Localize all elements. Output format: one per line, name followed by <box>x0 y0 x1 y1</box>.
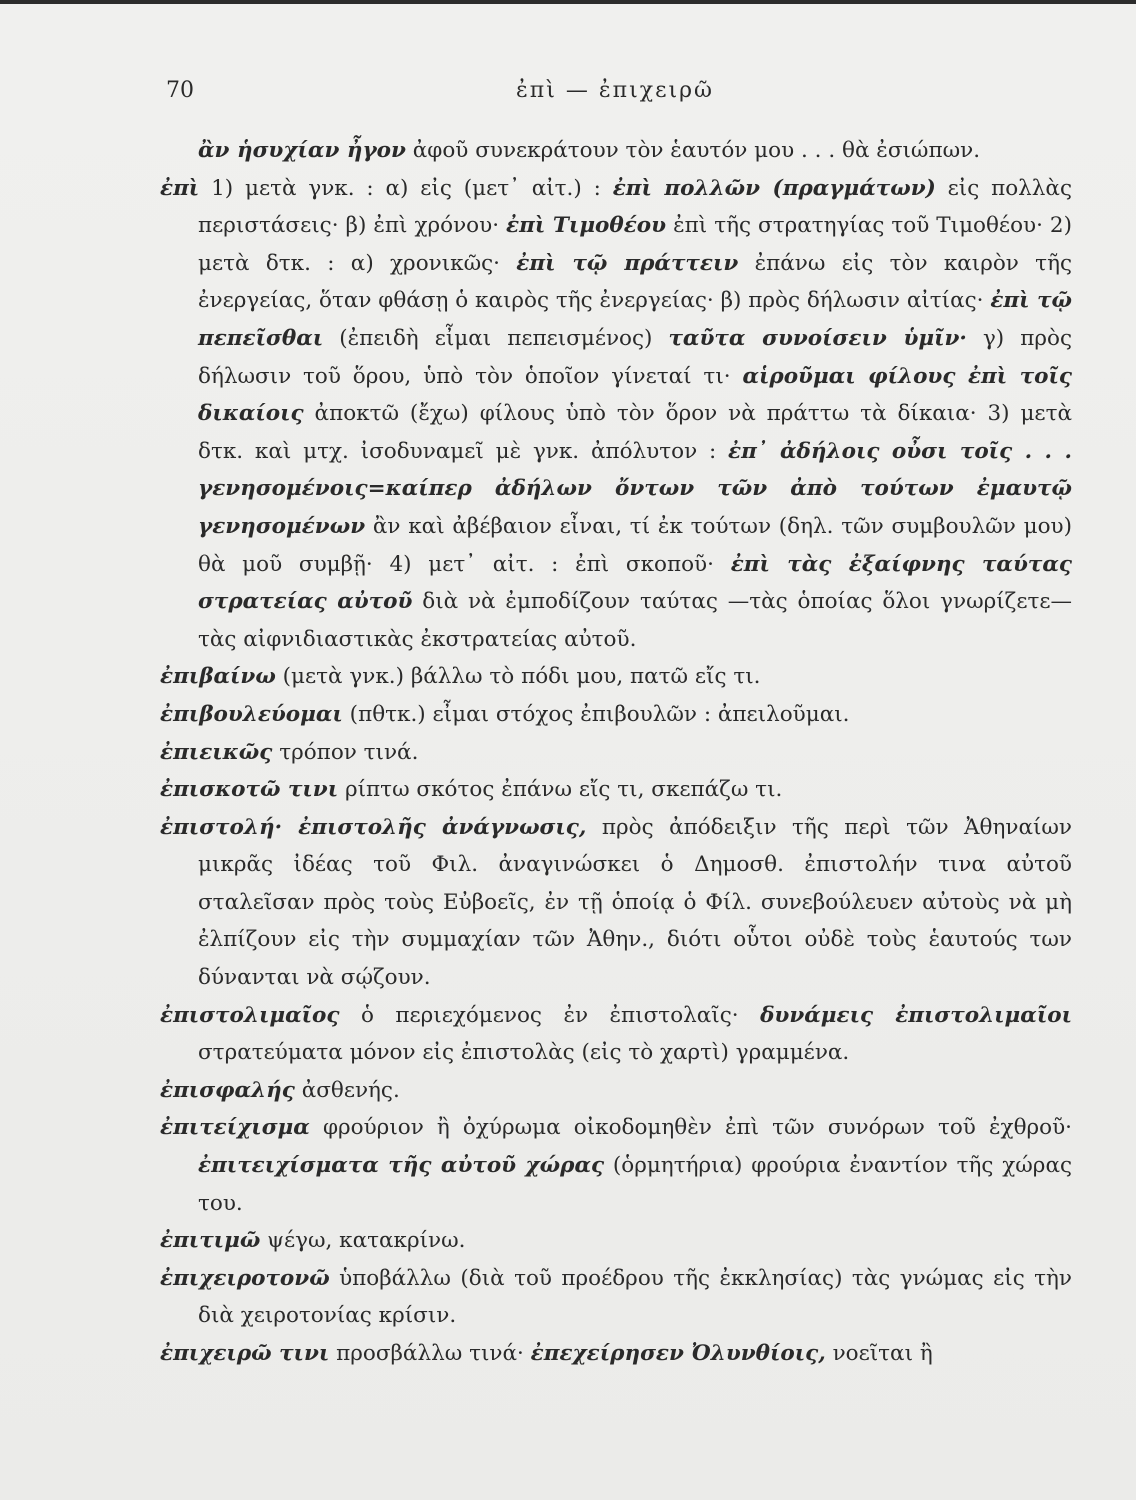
headword: ἐπιστολή· ἐπιστολῆς ἀνάγνωσις, <box>160 814 587 840</box>
definition-text: ἐπὶ τῆς στρατηγίας τοῦ Τιμοθέου· 2) μετὰ δτκ. : α) χρονικῶς· <box>198 213 1073 276</box>
headword: ἂν ἡσυχίαν ἦγον <box>198 138 406 163</box>
headword: ἐπιχειροτονῶ <box>160 1265 330 1291</box>
headword: ἐπιεικῶς <box>160 739 273 765</box>
glossary-entry <box>160 1109 1072 1222</box>
headword: ἐπισφαλής <box>160 1077 295 1103</box>
headword: ἐπιτειχίσματα τῆς αὐτοῦ χώρας <box>198 1153 605 1179</box>
glossary-entry <box>160 1072 1072 1110</box>
glossary-entry <box>160 132 1072 170</box>
definition-text: ὁ περιεχόμενος ἐν ἐπιστολαῖς· <box>339 1002 761 1028</box>
definition-text: (ἐπειδὴ εἶμαι πεπεισμένος) <box>323 325 669 351</box>
headword: ἐπιστολιμαῖος <box>160 1002 340 1028</box>
glossary-entry <box>160 997 1072 1072</box>
glossary-entry <box>160 1335 1072 1373</box>
headword: ἐπὶ τῷ πεπεῖσθαι <box>198 288 1073 351</box>
headword: ἐπεχείρησεν Ὀλυνθίοις, <box>530 1341 826 1366</box>
definition-text: ρίπτω σκότος ἐπάνω εἴς τι, σκεπάζω τι. <box>338 777 783 803</box>
headword: ταῦτα συνοίσειν ὑμῖν· <box>668 325 967 351</box>
definition-text: διὰ νὰ ἐμποδίζουν ταύτας —τὰς ὁποίας ὅλοι γνωρίζετε—τὰς αἰφνιδιαστικὰς ἐκστρατείας αὐτοῦ. <box>198 589 1072 652</box>
definition-text: πρὸς ἀπόδειξιν τῆς περὶ τῶν Ἀθηναίων μικρᾶς ἰδέας τοῦ Φιλ. ἀναγινώσκει ὁ Δημοσθ. ἐπιστολήν τινα αὐτοῦ σταλεῖσαν πρὸς τοὺς Εὐβοεῖς, ἐν τῇ ὁποίᾳ ὁ Φίλ. συνεβούλευεν αὐτοὺς νὰ μὴ ἐλπίζουν εἰς τὴν συμμαχίαν τῶν Ἀθην., διότι οὗτοι οὐδὲ τοὺς ἑαυτούς των δύνανται νὰ σῴζουν. <box>198 814 1072 991</box>
page-header <box>160 78 1070 108</box>
definition-text: τρόπον τινά. <box>272 739 419 765</box>
glossary-entry <box>160 1260 1072 1335</box>
headword: ἐπιτείχισμα <box>160 1115 310 1141</box>
glossary-entry <box>160 809 1072 997</box>
definition-text: ἀσθενής. <box>294 1077 400 1103</box>
headword: ἐπισκοτῶ τινι <box>160 777 339 803</box>
definition-text: γ) πρὸς δήλωσιν τοῦ ὅρου, ὑπὸ τὸν ὁποῖον γίνεταί τι· <box>198 325 1072 389</box>
definition-text: ἀφοῦ συνεκράτουν τὸν ἑαυτόν μου . . . θὰ ἐσιώπων. <box>405 138 981 163</box>
headword: ἐπὶ τὰς ἐξαίφνης ταύτας στρατείας αὐτοῦ <box>198 551 1072 615</box>
definition-text: στρατεύματα μόνον εἰς ἐπιστολὰς (εἰς τὸ χαρτὶ) γραμμένα. <box>198 1040 850 1066</box>
headword: ἐπὶ <box>160 175 200 201</box>
definition-text: νοεῖται ἢ <box>825 1341 933 1366</box>
page-number: 70 <box>166 78 194 103</box>
headword: ἐπ᾿ ἀδήλοις οὖσι τοῖς . . . γενησομένοις=καίπερ ἀδήλων ὄντων τῶν ἀπὸ τούτων ἐμαυτῷ γενησομένων <box>198 438 1072 539</box>
definition-text: ψέγω, κατακρίνω. <box>260 1228 466 1254</box>
glossary-entry <box>160 658 1072 696</box>
glossary-entry <box>160 771 1072 809</box>
glossary-entry <box>160 1222 1072 1260</box>
headword: ἐπὶ Τιμοθέου <box>506 213 667 239</box>
glossary-entry <box>160 696 1072 734</box>
definition-text: 1) μετὰ γνκ. : α) εἰς (μετ᾿ αἰτ.) : <box>199 175 613 201</box>
headword: ἐπιχειρῶ τινι <box>160 1341 330 1366</box>
headword: ἐπιτιμῶ <box>160 1228 261 1254</box>
headword: αἱροῦμαι φίλους ἐπὶ τοῖς δικαίοις <box>198 363 1072 427</box>
definition-text: ἂν καὶ ἀβέβαιον εἶναι, τί ἐκ τούτων (δηλ. τῶν συμβουλῶν μου) θὰ μοῦ συμβῇ· 4) μετ᾿ αἰτ. : ἐπὶ σκοποῦ· <box>198 513 1072 577</box>
glossary-entry <box>160 734 1072 772</box>
headword: δυνάμεις ἐπιστολιμαῖοι <box>760 1002 1072 1028</box>
headword: ἐπιβαίνω <box>160 664 276 690</box>
definition-text: ἐπάνω εἰς τὸν καιρὸν τῆς ἐνεργείας, ὅταν φθάσῃ ὁ καιρὸς τῆς ἐνεργείας· β) πρὸς δήλωσιν αἰτίας· <box>198 250 1072 314</box>
definition-text: (μετὰ γνκ.) βάλλω τὸ πόδι μου, πατῶ εἴς τι. <box>275 664 761 690</box>
headword: ἐπὶ τῷ πράττειν <box>516 250 739 276</box>
definition-text: εἰς πολλὰς περιστάσεις· β) ἐπὶ χρόνου· <box>198 175 1072 239</box>
definition-text: (πθτκ.) εἶμαι στόχος ἐπιβουλῶν : ἀπειλοῦμαι. <box>342 701 850 727</box>
definition-text: (ὁρμητήρια) φρούρια ἐναντίον τῆς χώρας του. <box>198 1153 1072 1216</box>
glossary-entries <box>160 132 1072 1373</box>
definition-text: φρούριον ἢ ὀχύρωμα οἰκοδομηθὲν ἐπὶ τῶν συνόρων τοῦ ἐχθροῦ· <box>309 1115 1072 1141</box>
running-head: ἐπὶ — ἐπιχειρῶ <box>516 78 714 103</box>
definition-text: ἀποκτῶ (ἔχω) φίλους ὑπὸ τὸν ὅρον νὰ πράττω τὰ δίκαια· 3) μετὰ δτκ. καὶ μτχ. ἰσοδυναμεῖ μὲ γνκ. ἀπόλυτον : <box>198 401 1072 464</box>
definition-text: ὑποβάλλω (διὰ τοῦ προέδρου τῆς ἐκκλησίας) τὰς γνώμας εἰς τὴν διὰ χειροτονίας κρίσιν. <box>198 1265 1072 1329</box>
glossary-entry <box>160 170 1072 659</box>
headword: ἐπὶ πολλῶν (πραγμάτων) <box>612 175 936 201</box>
definition-text: προσβάλλω τινά· <box>329 1341 531 1366</box>
headword: ἐπιβουλεύομαι <box>160 701 343 727</box>
scan-top-edge <box>0 0 1136 4</box>
